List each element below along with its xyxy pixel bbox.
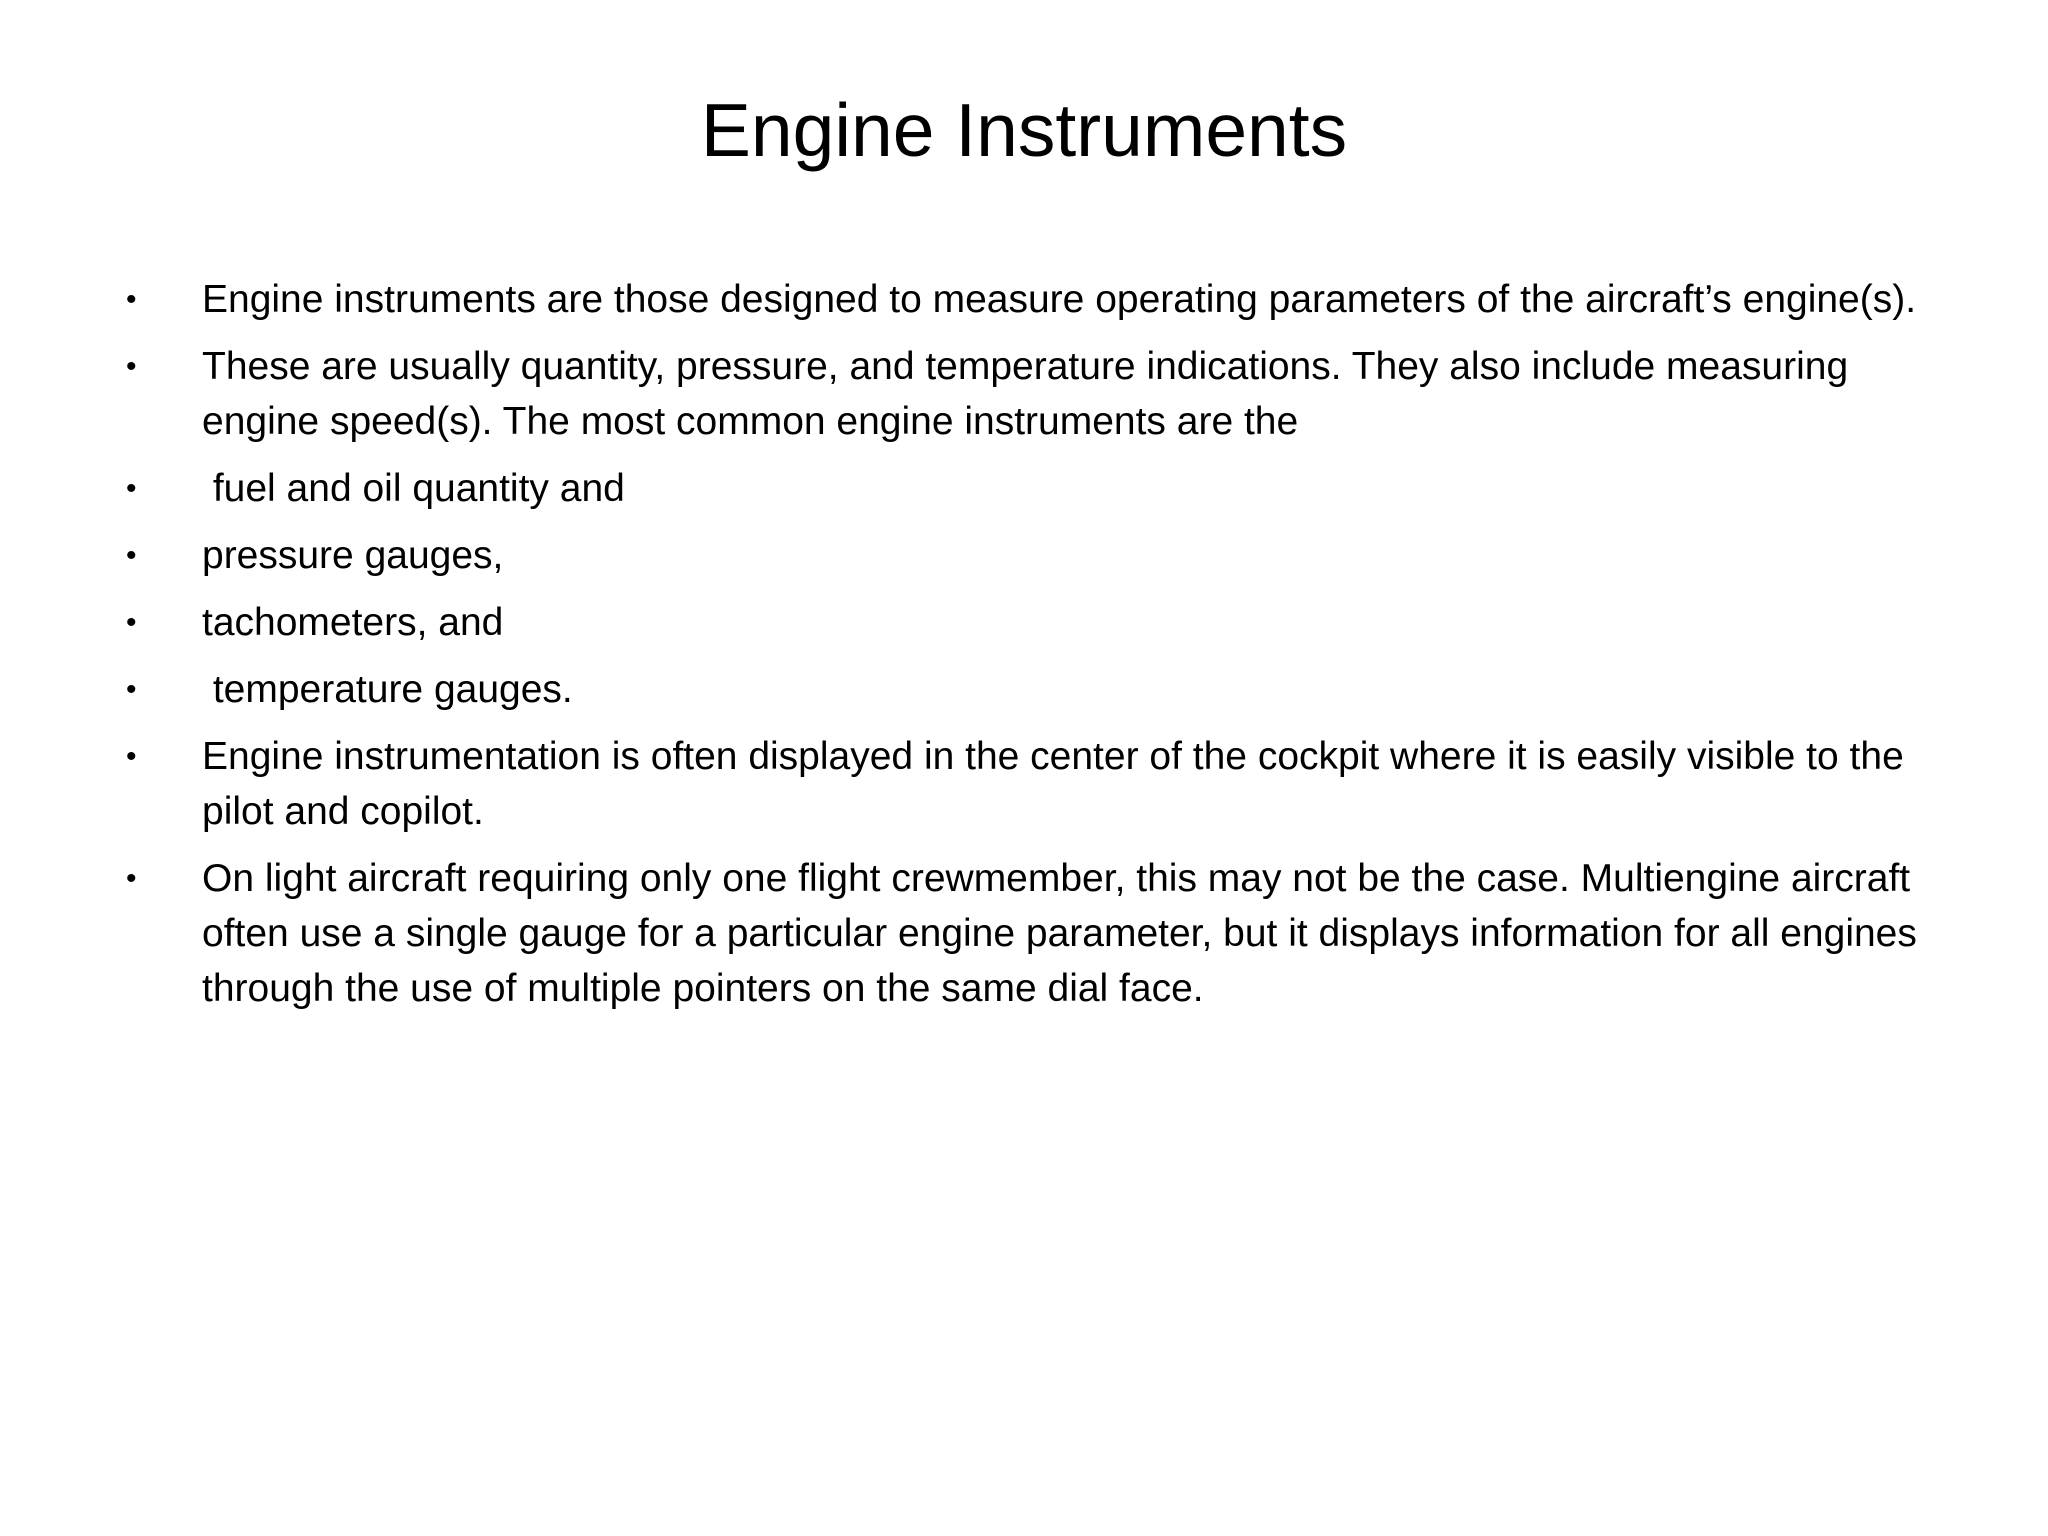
bullet-list	[120, 272, 1950, 1028]
bullet-marker: •	[126, 606, 137, 639]
bullet-item	[120, 528, 1950, 583]
bullet-marker: •	[126, 472, 137, 505]
bullet-item	[120, 339, 1950, 449]
bullet-marker: •	[126, 862, 137, 895]
bullet-text: pressure gauges,	[202, 534, 504, 577]
bullet-item	[120, 461, 1950, 516]
bullet-marker: •	[126, 539, 137, 572]
bullet-text: Engine instruments are those designed to measure operating parameters of the aircraft’s engine(s).	[202, 278, 1917, 321]
bullet-item	[120, 662, 1950, 717]
bullet-text: Engine instrumentation is often displayed in the center of the cockpit where it is easily visible to the pilot and copilot.	[202, 735, 1915, 833]
bullet-marker: •	[126, 673, 137, 706]
bullet-text: fuel and oil quantity and	[202, 467, 625, 510]
bullet-text: temperature gauges.	[202, 668, 573, 711]
bullet-text: These are usually quantity, pressure, and temperature indications. They also include measuring engine speed(s). The most common engine instruments are the	[202, 345, 1859, 443]
bullet-text: tachometers, and	[202, 601, 504, 644]
bullet-text: On light aircraft requiring only one flight crewmember, this may not be the case. Multiengine aircraft often use a single gauge for a particular engine parameter, but it displays information for all engines through the use of multiple pointers on the same dial face.	[202, 857, 1928, 1010]
slide-title: Engine Instruments	[700, 88, 1348, 172]
bullet-item	[120, 851, 1950, 1016]
bullet-item	[120, 595, 1950, 650]
bullet-item	[120, 272, 1950, 327]
bullet-marker: •	[126, 350, 137, 383]
bullet-marker: •	[126, 740, 137, 773]
bullet-marker: •	[126, 283, 137, 316]
bullet-item	[120, 729, 1950, 839]
